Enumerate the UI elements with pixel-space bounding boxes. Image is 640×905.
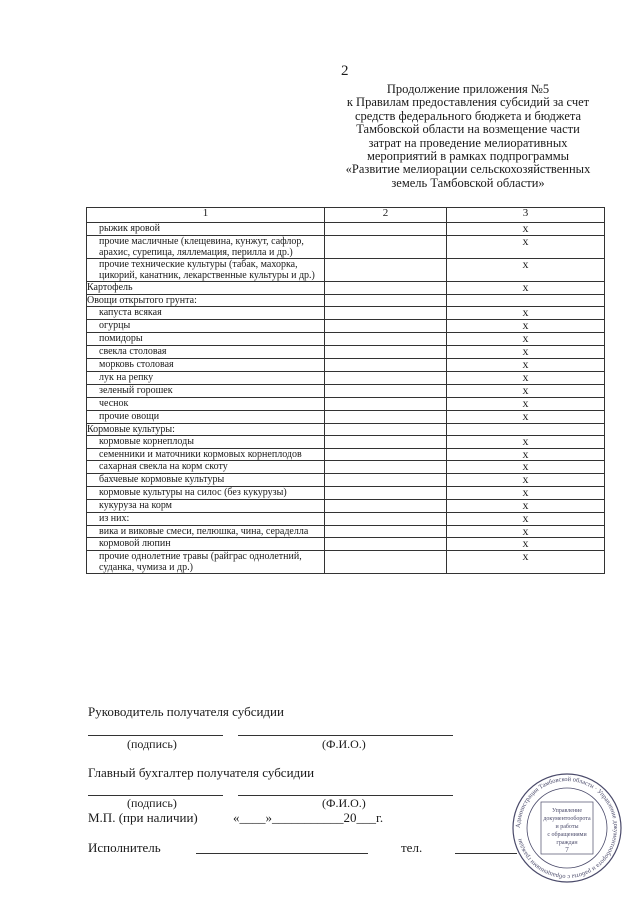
mark-cell: x — [447, 236, 605, 259]
column-header-2: 2 — [325, 208, 447, 223]
header-line: к Правилам предоставления субсидий за счет — [346, 95, 590, 110]
phone-label: тел. — [401, 840, 423, 855]
crop-name-cell: сахарная свекла на корм скоту — [87, 461, 325, 474]
value-cell — [325, 526, 447, 538]
value-cell — [325, 500, 447, 513]
header-line: затрат на проведение мелиоративных — [368, 135, 568, 150]
crop-name-cell: из них: — [87, 513, 325, 526]
appendix-header — [318, 83, 618, 190]
stamp-line: граждан — [556, 840, 578, 846]
mark-cell: x — [447, 259, 605, 282]
value-cell — [325, 551, 447, 574]
mark-cell: x — [447, 282, 605, 295]
value-cell — [325, 372, 447, 385]
value-cell — [325, 295, 447, 307]
crop-name-cell: огурцы — [87, 320, 325, 333]
crop-name-cell: вика и виковые смеси, пелюшка, чина, сераделла — [87, 526, 325, 538]
value-cell — [325, 307, 447, 320]
mark-cell: x — [447, 461, 605, 474]
crop-name-cell: кормовой люпин — [87, 538, 325, 551]
date-field: «____»___________20___г. — [233, 810, 384, 825]
stamp-line: с обращениями — [547, 832, 587, 838]
crop-name-cell: кормовые культуры на силос (без кукурузы) — [87, 487, 325, 500]
mark-cell: x — [447, 526, 605, 538]
stamp-line: и работы — [555, 824, 579, 830]
value-cell — [325, 346, 447, 359]
value-cell — [325, 385, 447, 398]
value-cell — [325, 259, 447, 282]
mark-cell: x — [447, 359, 605, 372]
mark-cell: x — [447, 346, 605, 359]
value-cell — [325, 411, 447, 424]
mark-cell: x — [447, 449, 605, 461]
mark-cell: x — [447, 487, 605, 500]
mark-cell: x — [447, 551, 605, 574]
header-line: Тамбовской области на возмещение части — [356, 122, 580, 137]
mark-cell: x — [447, 333, 605, 346]
table-row — [87, 551, 605, 574]
stamp-line: документооборота — [543, 816, 591, 822]
table-row — [87, 259, 605, 282]
header-line: средств федерального бюджета и бюджета — [354, 108, 582, 123]
executor-label: Исполнитель — [88, 840, 161, 855]
crop-name-cell: Кормовые культуры: — [87, 424, 325, 436]
table-row — [87, 236, 605, 259]
stamp-number: 7 — [565, 846, 569, 854]
value-cell — [325, 333, 447, 346]
column-header-1: 1 — [87, 208, 325, 223]
crop-name-cell: чеснок — [87, 398, 325, 411]
phone-line — [455, 853, 517, 854]
accountant-fio-caption: (Ф.И.О.) — [322, 796, 366, 810]
crop-name-cell: рыжик яровой — [87, 223, 325, 236]
crop-name-cell: прочие однолетние травы (райграс однолетний, суданка, чумиза и др.) — [87, 551, 325, 574]
head-fio-line — [238, 735, 453, 736]
mark-cell: x — [447, 500, 605, 513]
executor-line — [196, 853, 368, 854]
value-cell — [325, 223, 447, 236]
stamp-ring-text: Администрация Тамбовской области · Управление документооборота и работы с обращениями граждан — [514, 775, 620, 881]
head-label: Руководитель получателя субсидии — [88, 704, 284, 719]
crop-name-cell: Картофель — [87, 282, 325, 295]
crop-name-cell: капуста всякая — [87, 307, 325, 320]
mark-cell: x — [447, 436, 605, 449]
seal-label: М.П. (при наличии) — [88, 810, 198, 825]
table-row — [87, 411, 605, 424]
value-cell — [325, 538, 447, 551]
crop-name-cell: Овощи открытого грунта: — [87, 295, 325, 307]
mark-cell: x — [447, 223, 605, 236]
accountant-signature-caption: (подпись) — [127, 796, 177, 810]
crop-name-cell: кукуруза на корм — [87, 500, 325, 513]
value-cell — [325, 424, 447, 436]
official-stamp — [511, 772, 623, 884]
mark-cell: x — [447, 411, 605, 424]
value-cell — [325, 449, 447, 461]
crop-name-cell: прочие овощи — [87, 411, 325, 424]
crop-name-cell: помидоры — [87, 333, 325, 346]
page-number: 2 — [341, 63, 349, 79]
crop-name-cell: бахчевые кормовые культуры — [87, 474, 325, 487]
value-cell — [325, 398, 447, 411]
header-line: мероприятий в рамках подпрограммы — [366, 149, 570, 164]
crops-table — [86, 207, 605, 574]
crop-name-cell: лук на репку — [87, 372, 325, 385]
value-cell — [325, 236, 447, 259]
head-signature-line — [88, 735, 223, 736]
crop-name-cell: морковь столовая — [87, 359, 325, 372]
crop-name-cell: зеленый горошек — [87, 385, 325, 398]
mark-cell: x — [447, 538, 605, 551]
crop-name-cell: кормовые корнеплоды — [87, 436, 325, 449]
head-fio-caption: (Ф.И.О.) — [322, 737, 366, 751]
header-line: земель Тамбовской области» — [391, 175, 545, 190]
table-row — [87, 282, 605, 295]
column-header-3: 3 — [447, 208, 605, 223]
value-cell — [325, 436, 447, 449]
value-cell — [325, 282, 447, 295]
accountant-label: Главный бухгалтер получателя субсидии — [88, 765, 315, 780]
mark-cell: x — [447, 513, 605, 526]
value-cell — [325, 513, 447, 526]
stamp-line: Управление — [551, 808, 583, 814]
header-line: Продолжение приложения №5 — [386, 82, 550, 96]
crop-name-cell: свекла столовая — [87, 346, 325, 359]
mark-cell: x — [447, 385, 605, 398]
value-cell — [325, 487, 447, 500]
mark-cell: x — [447, 474, 605, 487]
mark-cell: x — [447, 398, 605, 411]
value-cell — [325, 359, 447, 372]
value-cell — [325, 474, 447, 487]
crop-name-cell: прочие технические культуры (табак, махорка, цикорий, канатник, лекарственные культуры и др.) — [87, 259, 325, 282]
value-cell — [325, 320, 447, 333]
mark-cell: x — [447, 320, 605, 333]
value-cell — [325, 461, 447, 474]
crop-name-cell: прочие масличные (клещевина, кунжут, сафлор, арахис, сурепица, ляллемация, перилла и др.) — [87, 236, 325, 259]
header-line: «Развитие мелиорации сельскохозяйственных — [345, 162, 591, 177]
mark-cell: x — [447, 372, 605, 385]
crop-name-cell: семенники и маточники кормовых корнеплодов — [87, 449, 325, 461]
mark-cell: x — [447, 307, 605, 320]
head-signature-caption: (подпись) — [127, 737, 177, 751]
